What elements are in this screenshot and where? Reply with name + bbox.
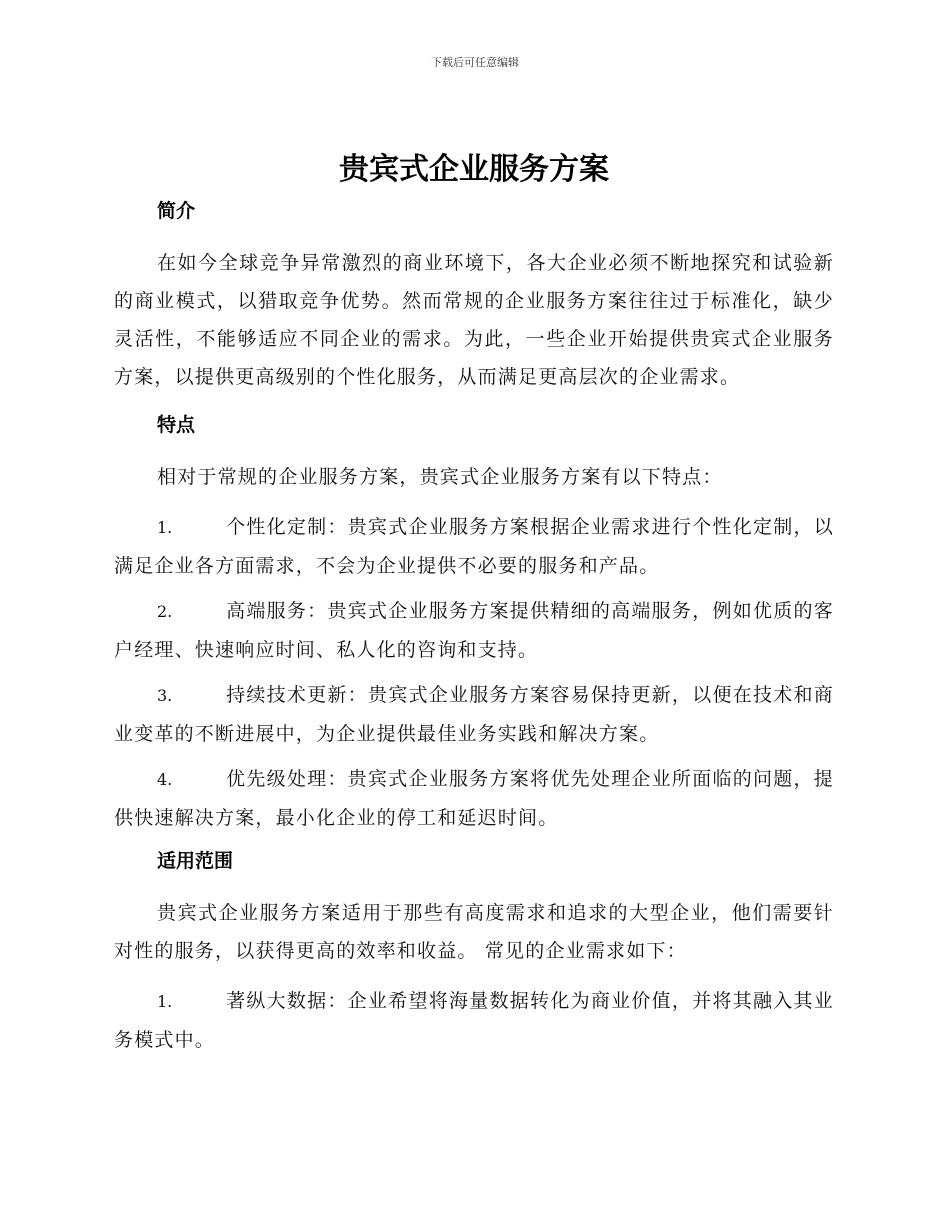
list-item-text: 持续技术更新：贵宾式企业服务方案容易保持更新，以便在技术和商业变革的不断进展中，为企业提供最佳业务实践和解决方案。	[114, 684, 834, 745]
list-item-text: 著纵大数据：企业希望将海量数据转化为商业价值，并将其融入其业务模式中。	[114, 990, 834, 1051]
intro-paragraph: 在如今全球竞争异常激烈的商业环境下，各大企业必须不断地探究和试验新的商业模式，以猎取竞争优势。然而常规的企业服务方案往往过于标准化，缺少灵活性，不能够适应不同企业的需求。为此，一些企业开始提供贵宾式企业服务方案，以提供更高级别的个性化服务，从而满足更高层次的企业需求。	[114, 252, 834, 388]
list-item	[114, 508, 834, 585]
section-heading-intro: 简介	[157, 200, 196, 222]
list-item-number: 1.	[157, 518, 173, 537]
list-item	[114, 592, 834, 669]
document-title: 贵宾式企业服务方案	[339, 152, 609, 187]
section-heading-scope: 适用范围	[157, 850, 234, 872]
list-item-number: 3.	[157, 686, 173, 705]
list-item	[114, 676, 834, 753]
list-item	[114, 760, 834, 837]
list-item-number: 4.	[157, 770, 173, 789]
list-item-number: 1.	[157, 992, 173, 1011]
list-item	[114, 982, 834, 1059]
list-item-text: 个性化定制：贵宾式企业服务方案根据企业需求进行个性化定制，以满足企业各方面需求，不会为企业提供不必要的服务和产品。	[114, 516, 834, 577]
document-body	[114, 148, 834, 1066]
list-item-number: 2.	[157, 602, 173, 621]
features-lead-paragraph: 相对于常规的企业服务方案，贵宾式企业服务方案有以下特点：	[157, 466, 723, 488]
list-item-text: 高端服务：贵宾式企业服务方案提供精细的高端服务，例如优质的客户经理、快速响应时间、私人化的咨询和支持。	[114, 600, 834, 661]
list-item-text: 优先级处理：贵宾式企业服务方案将优先处理企业所面临的问题，提供快速解决方案，最小化企业的停工和延迟时间。	[114, 768, 834, 829]
section-heading-features: 特点	[157, 414, 196, 436]
page-header-note: 下载后可任意编辑	[431, 56, 519, 69]
scope-paragraph: 贵宾式企业服务方案适用于那些有高度需求和追求的大型企业，他们需要针对性的服务，以获得更高的效率和收益。 常见的企业需求如下：	[114, 902, 834, 962]
